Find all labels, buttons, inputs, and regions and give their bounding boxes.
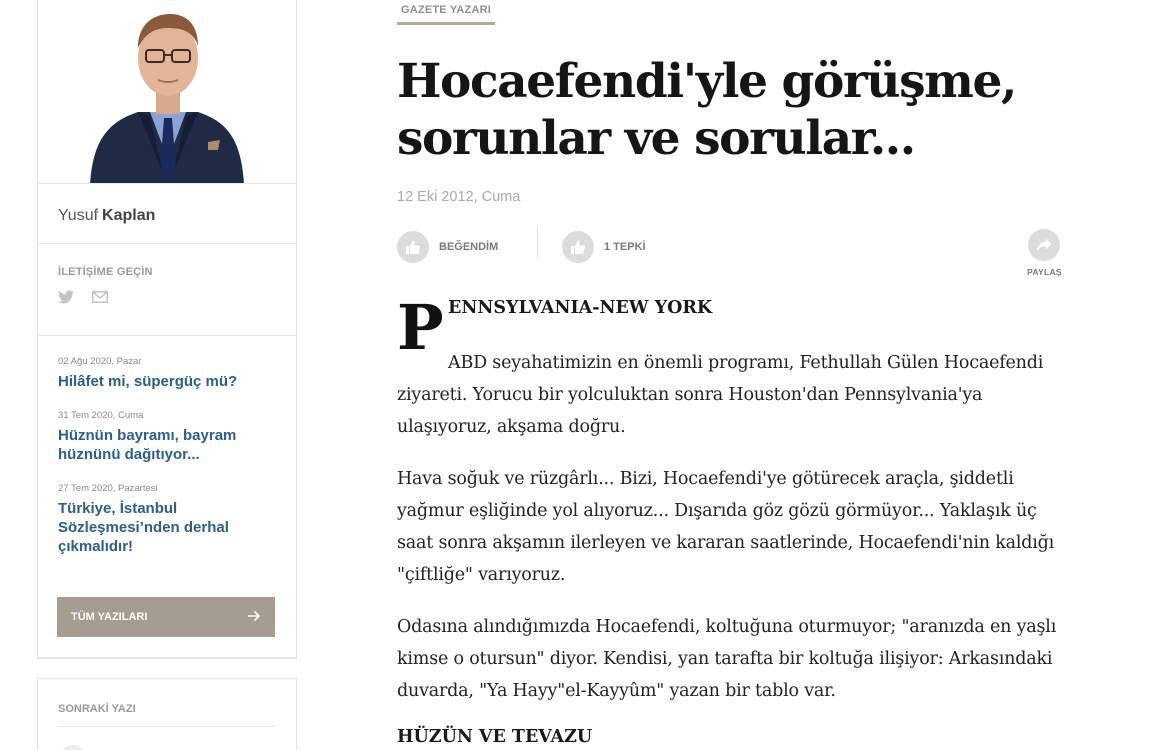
article-date: 12 Eki 2012, Cuma xyxy=(397,189,521,205)
arrow-right-icon xyxy=(247,610,261,625)
post-date: 27 Tem 2020, Pazartesi xyxy=(58,483,158,494)
post-title-link[interactable]: Hilâfet mi, süpergüç mü? xyxy=(58,373,238,390)
contact-title: İLETİŞİME GEÇİN xyxy=(58,266,153,278)
author-photo[interactable] xyxy=(38,0,296,184)
next-post-title: SONRAKİ YAZI xyxy=(58,703,136,715)
thumbs-up-icon xyxy=(397,231,429,263)
contact-section xyxy=(38,244,296,336)
article-subheading: HÜZÜN VE TEVAZU xyxy=(397,727,593,747)
category-label[interactable]: GAZETE YAZARI xyxy=(397,2,495,25)
author-card xyxy=(37,0,297,659)
share-label: PAYLAŞ xyxy=(1027,267,1062,277)
next-post-card[interactable] xyxy=(37,678,297,750)
divider xyxy=(537,227,538,259)
like-label: BEĞENDİM xyxy=(439,241,499,253)
post-title-link[interactable]: Türkiye, İstanbul Sözleşmesi’nden derhal çıkmalıdır! xyxy=(58,500,229,555)
post-date: 31 Tem 2020, Cuma xyxy=(58,410,144,421)
drop-cap: P xyxy=(397,291,444,364)
post-title-link[interactable]: Hüznün bayramı, bayram hüznünü dağıtıyor... xyxy=(58,427,237,463)
author-first-name: Yusuf xyxy=(58,207,99,224)
author-sidebar xyxy=(37,0,297,715)
reactions-button[interactable] xyxy=(562,231,646,263)
thumbs-up-icon xyxy=(562,231,594,263)
article-subheading: ENNSYLVANIA-NEW YORK xyxy=(448,298,713,318)
contact-icons xyxy=(58,290,276,304)
article-body xyxy=(397,291,1061,747)
list-item[interactable] xyxy=(58,483,276,556)
reaction-count: 1 TEPKİ xyxy=(604,241,646,253)
like-button[interactable] xyxy=(397,231,498,263)
list-item[interactable] xyxy=(58,356,276,391)
next-post-thumbnail xyxy=(60,745,86,750)
list-item[interactable] xyxy=(58,410,276,464)
mail-icon[interactable] xyxy=(92,291,108,303)
all-posts-button[interactable] xyxy=(57,597,275,637)
author-portrait-image xyxy=(38,0,296,184)
all-posts-label: TÜM YAZILARI xyxy=(71,611,148,623)
divider xyxy=(58,726,276,727)
article-paragraph: Hava soğuk ve rüzgârlı... Bizi, Hocaefendi'ye götürecek araçla, şiddetli yağmur eşliğinde yol alıyoruz... Dışarıda göz gözü görmüyor... Yaklaşık üç saat sonra akşamın ilerleyen ve kararan saatlerinde, Hocaefendi'nin kaldığı "çiftliğe" varıyoruz. xyxy=(397,469,1055,585)
article-paragraph: ABD seyahatimizin en önemli programı, Fethullah Gülen Hocaefendi ziyareti. Yorucu bir yolculuktan sonra Houston'dan Pennsylvania'ya ulaşıyoruz, akşama doğru. xyxy=(397,353,1044,437)
author-name[interactable] xyxy=(38,184,296,244)
twitter-icon[interactable] xyxy=(58,290,74,304)
article-paragraph: Odasına alındığımızda Hocaefendi, koltuğuna oturmuyor; "aranızda en yaşlı kimse o otursun" diyor. Kendisi, yan tarafta bir koltuğa ilişiyor: Arkasındaki duvarda, "Ya Hayy"el-Kayyûm" yazan bir tablo var. xyxy=(397,617,1057,701)
share-arrow-icon xyxy=(1028,229,1060,261)
page-title: Hocaefendi'yle görüşme, sorunlar ve sorular... xyxy=(397,54,1016,166)
reaction-bar xyxy=(397,221,1061,276)
share-button[interactable] xyxy=(1027,229,1061,277)
article xyxy=(397,0,1061,747)
author-last-name: Kaplan xyxy=(102,207,156,224)
post-date: 02 Ağu 2020, Pazar xyxy=(58,356,142,367)
card-bottom-border xyxy=(37,657,297,658)
